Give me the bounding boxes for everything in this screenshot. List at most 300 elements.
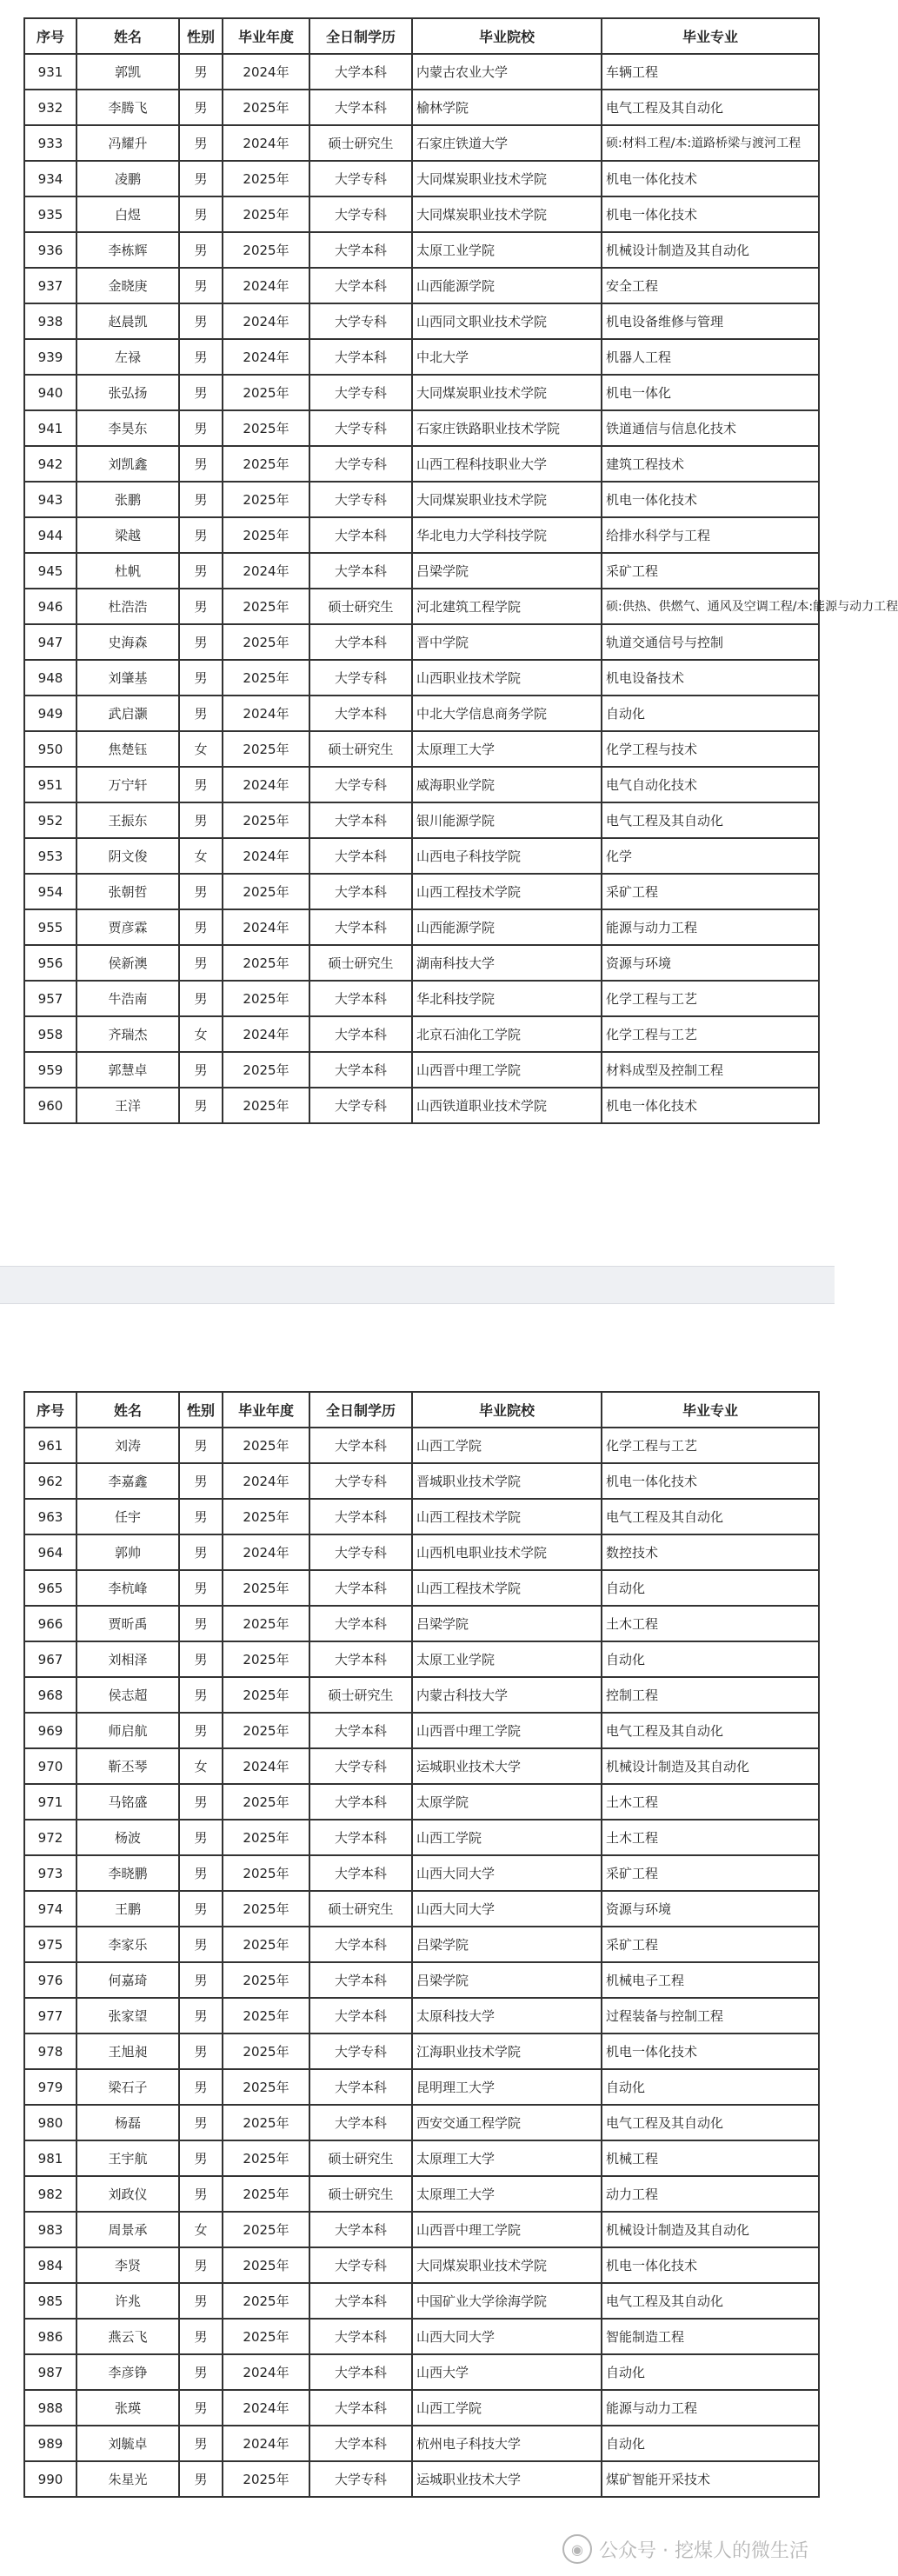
cell-name: 李贤 xyxy=(76,2247,179,2283)
table-row xyxy=(24,731,819,767)
cell-grad-year: 2025年 xyxy=(223,1606,309,1641)
cell-grad-year: 2025年 xyxy=(223,1499,309,1534)
cell-index: 956 xyxy=(24,945,76,981)
cell-index: 971 xyxy=(24,1784,76,1820)
cell-gender: 男 xyxy=(179,125,223,161)
cell-index: 937 xyxy=(24,268,76,303)
cell-name: 郭慧卓 xyxy=(76,1052,179,1088)
cell-gender: 男 xyxy=(179,1820,223,1855)
cell-school: 杭州电子科技大学 xyxy=(412,2426,602,2461)
cell-school: 太原理工大学 xyxy=(412,731,602,767)
cell-grad-year: 2025年 xyxy=(223,1998,309,2034)
cell-degree: 大学专科 xyxy=(309,196,412,232)
cell-index: 985 xyxy=(24,2283,76,2319)
cell-school: 银川能源学院 xyxy=(412,802,602,838)
cell-degree: 大学本科 xyxy=(309,2319,412,2354)
cell-name: 马铭盛 xyxy=(76,1784,179,1820)
cell-index: 969 xyxy=(24,1713,76,1748)
cell-degree: 大学专科 xyxy=(309,2247,412,2283)
cell-gender: 男 xyxy=(179,1713,223,1748)
table-row xyxy=(24,410,819,446)
table-row xyxy=(24,1534,819,1570)
cell-degree: 硕士研究生 xyxy=(309,125,412,161)
cell-degree: 大学本科 xyxy=(309,339,412,375)
table-row xyxy=(24,54,819,90)
table-row xyxy=(24,161,819,196)
table-row xyxy=(24,1499,819,1534)
cell-gender: 男 xyxy=(179,1052,223,1088)
cell-school: 山西大学 xyxy=(412,2354,602,2390)
cell-index: 974 xyxy=(24,1891,76,1927)
cell-name: 刘政仪 xyxy=(76,2176,179,2212)
cell-grad-year: 2024年 xyxy=(223,54,309,90)
cell-grad-year: 2025年 xyxy=(223,1962,309,1998)
cell-degree: 大学本科 xyxy=(309,1016,412,1052)
table-row xyxy=(24,696,819,731)
cell-degree: 大学本科 xyxy=(309,696,412,731)
cell-grad-year: 2025年 xyxy=(223,1784,309,1820)
header-grad-year: 毕业年度 xyxy=(223,18,309,54)
table-row xyxy=(24,2105,819,2140)
cell-major: 机电设备技术 xyxy=(602,660,819,696)
header-degree: 全日制学历 xyxy=(309,1392,412,1428)
cell-grad-year: 2025年 xyxy=(223,90,309,125)
cell-name: 刘肇基 xyxy=(76,660,179,696)
cell-gender: 男 xyxy=(179,553,223,589)
cell-grad-year: 2024年 xyxy=(223,2426,309,2461)
cell-index: 986 xyxy=(24,2319,76,2354)
table-row xyxy=(24,2461,819,2497)
cell-school: 山西大同大学 xyxy=(412,1855,602,1891)
cell-gender: 男 xyxy=(179,874,223,909)
cell-degree: 大学本科 xyxy=(309,624,412,660)
table-row xyxy=(24,1891,819,1927)
cell-school: 石家庄铁路职业技术学院 xyxy=(412,410,602,446)
table-row xyxy=(24,2426,819,2461)
cell-major: 自动化 xyxy=(602,2069,819,2105)
cell-index: 932 xyxy=(24,90,76,125)
cell-index: 938 xyxy=(24,303,76,339)
table-header-row xyxy=(24,18,819,54)
cell-degree: 硕士研究生 xyxy=(309,2176,412,2212)
cell-name: 张瑛 xyxy=(76,2390,179,2426)
cell-gender: 男 xyxy=(179,1570,223,1606)
table-row xyxy=(24,981,819,1016)
cell-major: 材料成型及控制工程 xyxy=(602,1052,819,1088)
cell-major: 采矿工程 xyxy=(602,553,819,589)
cell-major: 机电一体化技术 xyxy=(602,1088,819,1123)
table-row xyxy=(24,2212,819,2247)
cell-degree: 大学本科 xyxy=(309,1855,412,1891)
cell-name: 李家乐 xyxy=(76,1927,179,1962)
header-name: 姓名 xyxy=(76,18,179,54)
cell-index: 975 xyxy=(24,1927,76,1962)
cell-name: 靳丕琴 xyxy=(76,1748,179,1784)
table-row xyxy=(24,303,819,339)
cell-major: 电气工程及其自动化 xyxy=(602,2283,819,2319)
cell-school: 山西大同大学 xyxy=(412,1891,602,1927)
cell-index: 973 xyxy=(24,1855,76,1891)
cell-grad-year: 2025年 xyxy=(223,517,309,553)
cell-gender: 男 xyxy=(179,1784,223,1820)
cell-gender: 男 xyxy=(179,1428,223,1463)
cell-school: 江海职业技术学院 xyxy=(412,2034,602,2069)
cell-index: 988 xyxy=(24,2390,76,2426)
cell-gender: 男 xyxy=(179,2105,223,2140)
cell-degree: 大学本科 xyxy=(309,2283,412,2319)
cell-school: 运城职业技术大学 xyxy=(412,2461,602,2497)
cell-school: 吕梁学院 xyxy=(412,1606,602,1641)
cell-school: 昆明理工大学 xyxy=(412,2069,602,2105)
table-row xyxy=(24,1016,819,1052)
cell-gender: 男 xyxy=(179,1927,223,1962)
cell-major: 机电一体化技术 xyxy=(602,2247,819,2283)
cell-grad-year: 2025年 xyxy=(223,446,309,482)
cell-school: 山西工学院 xyxy=(412,1820,602,1855)
cell-school: 大同煤炭职业技术学院 xyxy=(412,482,602,517)
cell-grad-year: 2024年 xyxy=(223,2354,309,2390)
cell-degree: 大学本科 xyxy=(309,1499,412,1534)
cell-degree: 硕士研究生 xyxy=(309,2140,412,2176)
cell-grad-year: 2024年 xyxy=(223,1463,309,1499)
cell-grad-year: 2025年 xyxy=(223,375,309,410)
cell-school: 运城职业技术大学 xyxy=(412,1748,602,1784)
table-row xyxy=(24,767,819,802)
cell-gender: 男 xyxy=(179,1998,223,2034)
cell-school: 山西能源学院 xyxy=(412,268,602,303)
cell-degree: 大学专科 xyxy=(309,482,412,517)
cell-index: 987 xyxy=(24,2354,76,2390)
cell-grad-year: 2025年 xyxy=(223,232,309,268)
cell-index: 958 xyxy=(24,1016,76,1052)
table-row xyxy=(24,375,819,410)
cell-gender: 男 xyxy=(179,802,223,838)
cell-index: 957 xyxy=(24,981,76,1016)
cell-grad-year: 2025年 xyxy=(223,1855,309,1891)
cell-name: 周景承 xyxy=(76,2212,179,2247)
cell-degree: 大学本科 xyxy=(309,553,412,589)
table-row xyxy=(24,1570,819,1606)
table-row xyxy=(24,1713,819,1748)
roster-table-2 xyxy=(23,1391,820,2498)
cell-school: 华北科技学院 xyxy=(412,981,602,1016)
cell-index: 955 xyxy=(24,909,76,945)
cell-gender: 男 xyxy=(179,268,223,303)
cell-index: 954 xyxy=(24,874,76,909)
cell-grad-year: 2025年 xyxy=(223,2319,309,2354)
cell-grad-year: 2025年 xyxy=(223,1820,309,1855)
cell-grad-year: 2025年 xyxy=(223,2069,309,2105)
cell-name: 李栋辉 xyxy=(76,232,179,268)
cell-grad-year: 2025年 xyxy=(223,161,309,196)
header-gender: 性别 xyxy=(179,18,223,54)
cell-gender: 男 xyxy=(179,375,223,410)
cell-school: 内蒙古科技大学 xyxy=(412,1677,602,1713)
cell-name: 任宇 xyxy=(76,1499,179,1534)
table-row xyxy=(24,909,819,945)
cell-school: 山西同文职业技术学院 xyxy=(412,303,602,339)
cell-index: 949 xyxy=(24,696,76,731)
cell-major: 自动化 xyxy=(602,696,819,731)
cell-index: 977 xyxy=(24,1998,76,2034)
cell-name: 郭帅 xyxy=(76,1534,179,1570)
cell-degree: 大学本科 xyxy=(309,268,412,303)
cell-grad-year: 2025年 xyxy=(223,1891,309,1927)
cell-degree: 大学本科 xyxy=(309,909,412,945)
cell-name: 梁石子 xyxy=(76,2069,179,2105)
table-row xyxy=(24,1998,819,2034)
cell-gender: 男 xyxy=(179,2354,223,2390)
header-gender: 性别 xyxy=(179,1392,223,1428)
cell-name: 万宁轩 xyxy=(76,767,179,802)
cell-major: 土木工程 xyxy=(602,1820,819,1855)
cell-major: 智能制造工程 xyxy=(602,2319,819,2354)
cell-major: 化学工程与工艺 xyxy=(602,1016,819,1052)
cell-gender: 男 xyxy=(179,339,223,375)
cell-school: 山西工程科技职业大学 xyxy=(412,446,602,482)
cell-index: 976 xyxy=(24,1962,76,1998)
cell-gender: 男 xyxy=(179,1534,223,1570)
header-major: 毕业专业 xyxy=(602,18,819,54)
cell-grad-year: 2025年 xyxy=(223,1088,309,1123)
table-row xyxy=(24,196,819,232)
cell-major: 机械设计制造及其自动化 xyxy=(602,1748,819,1784)
cell-gender: 男 xyxy=(179,90,223,125)
cell-gender: 男 xyxy=(179,232,223,268)
cell-grad-year: 2025年 xyxy=(223,2247,309,2283)
cell-major: 电气工程及其自动化 xyxy=(602,90,819,125)
roster-table-1 xyxy=(23,17,898,1124)
cell-school: 华北电力大学科技学院 xyxy=(412,517,602,553)
table-row xyxy=(24,838,819,874)
cell-name: 杨波 xyxy=(76,1820,179,1855)
cell-school: 湖南科技大学 xyxy=(412,945,602,981)
cell-school: 石家庄铁道大学 xyxy=(412,125,602,161)
cell-school: 山西工程技术学院 xyxy=(412,1499,602,1534)
table-row xyxy=(24,624,819,660)
cell-major: 机械设计制造及其自动化 xyxy=(602,2212,819,2247)
cell-gender: 男 xyxy=(179,2426,223,2461)
cell-grad-year: 2025年 xyxy=(223,981,309,1016)
cell-major: 机械工程 xyxy=(602,2140,819,2176)
cell-name: 张朝哲 xyxy=(76,874,179,909)
cell-degree: 大学本科 xyxy=(309,1570,412,1606)
table-row xyxy=(24,1088,819,1123)
cell-name: 左禄 xyxy=(76,339,179,375)
cell-school: 太原科技大学 xyxy=(412,1998,602,2034)
cell-major: 机械电子工程 xyxy=(602,1962,819,1998)
cell-name: 赵晨凯 xyxy=(76,303,179,339)
table-row xyxy=(24,1641,819,1677)
cell-degree: 硕士研究生 xyxy=(309,1677,412,1713)
cell-grad-year: 2025年 xyxy=(223,2140,309,2176)
table-row xyxy=(24,1677,819,1713)
cell-index: 952 xyxy=(24,802,76,838)
cell-name: 杜帆 xyxy=(76,553,179,589)
cell-major: 控制工程 xyxy=(602,1677,819,1713)
cell-degree: 大学专科 xyxy=(309,446,412,482)
cell-grad-year: 2025年 xyxy=(223,1052,309,1088)
cell-degree: 大学专科 xyxy=(309,2461,412,2497)
cell-name: 王鹏 xyxy=(76,1891,179,1927)
cell-school: 中北大学信息商务学院 xyxy=(412,696,602,731)
cell-index: 935 xyxy=(24,196,76,232)
cell-name: 张弘扬 xyxy=(76,375,179,410)
cell-school: 山西工学院 xyxy=(412,2390,602,2426)
cell-index: 931 xyxy=(24,54,76,90)
cell-gender: 男 xyxy=(179,696,223,731)
cell-index: 980 xyxy=(24,2105,76,2140)
cell-major: 资源与环境 xyxy=(602,945,819,981)
cell-school: 大同煤炭职业技术学院 xyxy=(412,196,602,232)
cell-name: 刘涛 xyxy=(76,1428,179,1463)
cell-index: 944 xyxy=(24,517,76,553)
cell-degree: 大学本科 xyxy=(309,517,412,553)
document-page-1 xyxy=(0,0,898,1266)
cell-name: 史海森 xyxy=(76,624,179,660)
cell-name: 杜浩浩 xyxy=(76,589,179,624)
cell-degree: 硕士研究生 xyxy=(309,1891,412,1927)
cell-degree: 大学本科 xyxy=(309,2069,412,2105)
cell-grad-year: 2025年 xyxy=(223,410,309,446)
cell-name: 李晓鹏 xyxy=(76,1855,179,1891)
cell-name: 王旭昶 xyxy=(76,2034,179,2069)
cell-degree: 大学本科 xyxy=(309,1428,412,1463)
table-body xyxy=(24,1428,819,2497)
cell-index: 968 xyxy=(24,1677,76,1713)
cell-grad-year: 2024年 xyxy=(223,767,309,802)
cell-degree: 硕士研究生 xyxy=(309,945,412,981)
cell-index: 945 xyxy=(24,553,76,589)
cell-school: 太原学院 xyxy=(412,1784,602,1820)
cell-school: 山西机电职业技术学院 xyxy=(412,1534,602,1570)
cell-name: 李昊东 xyxy=(76,410,179,446)
cell-grad-year: 2025年 xyxy=(223,196,309,232)
cell-major: 机电一体化技术 xyxy=(602,482,819,517)
cell-degree: 大学专科 xyxy=(309,1463,412,1499)
cell-gender: 女 xyxy=(179,1748,223,1784)
cell-index: 978 xyxy=(24,2034,76,2069)
cell-major: 机械设计制造及其自动化 xyxy=(602,232,819,268)
cell-major: 安全工程 xyxy=(602,268,819,303)
cell-grad-year: 2024年 xyxy=(223,1748,309,1784)
cell-name: 许兆 xyxy=(76,2283,179,2319)
cell-major: 能源与动力工程 xyxy=(602,909,819,945)
cell-grad-year: 2025年 xyxy=(223,2034,309,2069)
cell-major: 建筑工程技术 xyxy=(602,446,819,482)
cell-major: 机电一体化技术 xyxy=(602,196,819,232)
cell-school: 山西晋中理工学院 xyxy=(412,1713,602,1748)
cell-major: 机电一体化技术 xyxy=(602,1463,819,1499)
cell-school: 山西电子科技学院 xyxy=(412,838,602,874)
table-row xyxy=(24,2354,819,2390)
cell-major: 电气工程及其自动化 xyxy=(602,1713,819,1748)
table-row xyxy=(24,2390,819,2426)
cell-degree: 大学专科 xyxy=(309,767,412,802)
table-row xyxy=(24,1748,819,1784)
cell-grad-year: 2025年 xyxy=(223,624,309,660)
cell-school: 山西工程技术学院 xyxy=(412,874,602,909)
cell-degree: 大学本科 xyxy=(309,1820,412,1855)
cell-school: 山西晋中理工学院 xyxy=(412,1052,602,1088)
cell-school: 北京石油化工学院 xyxy=(412,1016,602,1052)
header-name: 姓名 xyxy=(76,1392,179,1428)
cell-gender: 男 xyxy=(179,446,223,482)
cell-grad-year: 2025年 xyxy=(223,1428,309,1463)
cell-index: 990 xyxy=(24,2461,76,2497)
page-separator xyxy=(0,1266,835,1304)
cell-school: 太原理工大学 xyxy=(412,2140,602,2176)
cell-school: 太原工业学院 xyxy=(412,1641,602,1677)
table-row xyxy=(24,232,819,268)
cell-school: 山西能源学院 xyxy=(412,909,602,945)
cell-index: 940 xyxy=(24,375,76,410)
cell-name: 侯新澳 xyxy=(76,945,179,981)
cell-major: 化学工程与工艺 xyxy=(602,1428,819,1463)
cell-gender: 男 xyxy=(179,1962,223,1998)
cell-gender: 男 xyxy=(179,909,223,945)
cell-degree: 大学本科 xyxy=(309,2390,412,2426)
cell-grad-year: 2025年 xyxy=(223,2461,309,2497)
cell-major: 采矿工程 xyxy=(602,1927,819,1962)
cell-school: 威海职业学院 xyxy=(412,767,602,802)
cell-school: 吕梁学院 xyxy=(412,553,602,589)
cell-major: 自动化 xyxy=(602,2426,819,2461)
cell-degree: 大学本科 xyxy=(309,54,412,90)
table-row xyxy=(24,1463,819,1499)
cell-gender: 男 xyxy=(179,1463,223,1499)
cell-major: 电气工程及其自动化 xyxy=(602,802,819,838)
cell-grad-year: 2025年 xyxy=(223,2212,309,2247)
cell-gender: 男 xyxy=(179,1891,223,1927)
cell-major: 化学工程与技术 xyxy=(602,731,819,767)
cell-major: 机电一体化技术 xyxy=(602,161,819,196)
cell-degree: 大学本科 xyxy=(309,2212,412,2247)
table-row xyxy=(24,589,819,624)
cell-gender: 男 xyxy=(179,517,223,553)
cell-major: 机电设备维修与管理 xyxy=(602,303,819,339)
cell-gender: 男 xyxy=(179,1641,223,1677)
cell-index: 972 xyxy=(24,1820,76,1855)
cell-degree: 硕士研究生 xyxy=(309,731,412,767)
cell-name: 白煜 xyxy=(76,196,179,232)
cell-major: 化学工程与工艺 xyxy=(602,981,819,1016)
cell-grad-year: 2025年 xyxy=(223,2283,309,2319)
table-row xyxy=(24,1855,819,1891)
cell-name: 贾彦霖 xyxy=(76,909,179,945)
cell-name: 杨磊 xyxy=(76,2105,179,2140)
cell-major: 电气工程及其自动化 xyxy=(602,2105,819,2140)
cell-name: 凌鹏 xyxy=(76,161,179,196)
cell-index: 948 xyxy=(24,660,76,696)
cell-gender: 男 xyxy=(179,945,223,981)
cell-index: 953 xyxy=(24,838,76,874)
cell-major: 过程装备与控制工程 xyxy=(602,1998,819,2034)
cell-degree: 大学本科 xyxy=(309,1998,412,2034)
table-row xyxy=(24,2319,819,2354)
cell-gender: 男 xyxy=(179,196,223,232)
cell-index: 967 xyxy=(24,1641,76,1677)
cell-gender: 女 xyxy=(179,2212,223,2247)
cell-major: 轨道交通信号与控制 xyxy=(602,624,819,660)
cell-gender: 男 xyxy=(179,161,223,196)
cell-gender: 男 xyxy=(179,1855,223,1891)
cell-degree: 大学本科 xyxy=(309,1784,412,1820)
cell-school: 山西工程技术学院 xyxy=(412,1570,602,1606)
cell-gender: 男 xyxy=(179,303,223,339)
cell-degree: 大学本科 xyxy=(309,2426,412,2461)
cell-school: 大同煤炭职业技术学院 xyxy=(412,161,602,196)
